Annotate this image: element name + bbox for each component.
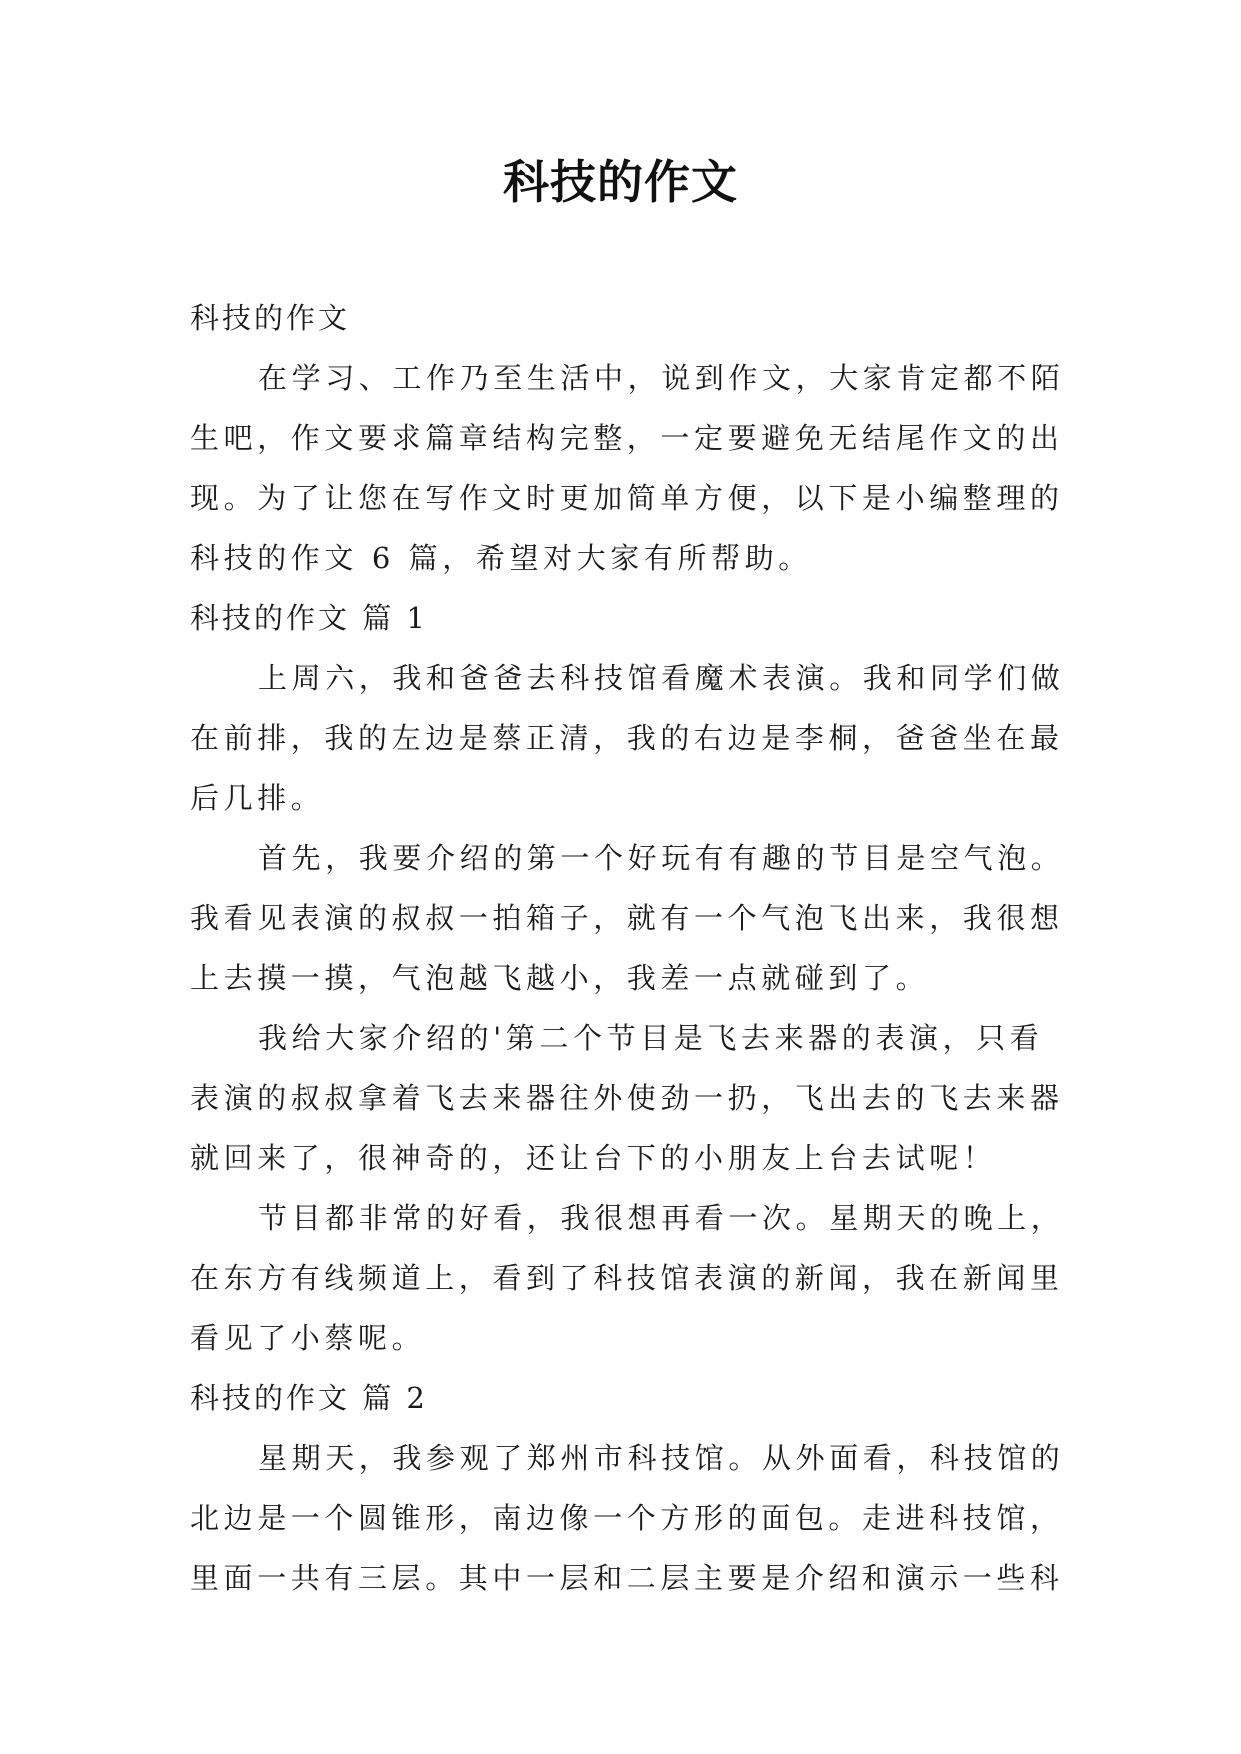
paragraph-line: 在东方有线频道上，看到了科技馆表演的新闻，我在新闻里 [190,1261,1064,1295]
paragraph-line: 表演的叔叔拿着飞去来器往外使劲一扔，飞出去的飞去来器 [190,1081,1064,1115]
paragraph-line: 在学习、工作乃至生活中，说到作文，大家肯定都不陌 [258,361,1065,395]
paragraph-line: 在前排，我的左边是蔡正清，我的右边是李桐，爸爸坐在最 [190,721,1064,755]
paragraph-line: 就回来了，很神奇的，还让台下的小朋友上台去试呢！ [190,1141,997,1175]
section-heading: 科技的作文 篇 1 [190,601,428,635]
section-heading: 科技的作文 篇 2 [190,1381,428,1415]
paragraph-line: 上去摸一摸，气泡越飞越小，我差一点就碰到了。 [190,961,930,995]
paragraph-line: 星期天，我参观了郑州市科技馆。从外面看，科技馆的 [258,1441,1065,1475]
paragraph-line: 里面一共有三层。其中一层和二层主要是介绍和演示一些科 [190,1561,1064,1595]
document-title: 科技的作文 [503,155,738,209]
paragraph-line: 节目都非常的好看，我很想再看一次。星期天的晚上， [258,1201,1065,1235]
paragraph-line: 后几排。 [190,781,325,815]
paragraph-line: 我给大家介绍的'第二个节目是飞去来器的表演，只看 [258,1021,1044,1055]
paragraph-line: 我看见表演的叔叔一拍箱子，就有一个气泡飞出来，我很想 [190,901,1064,935]
paragraph-line: 生吧，作文要求篇章结构完整，一定要避免无结尾作文的出 [190,421,1064,455]
document-body [190,288,1065,1608]
paragraph-line: 上周六，我和爸爸去科技馆看魔术表演。我和同学们做 [258,661,1065,695]
paragraph-line: 首先，我要介绍的第一个好玩有有趣的节目是空气泡。 [258,841,1065,875]
paragraph-line: 科技的作文 6 篇，希望对大家有所帮助。 [190,541,812,575]
paragraph-line: 看见了小蔡呢。 [190,1321,426,1355]
paragraph-line: 北边是一个圆锥形，南边像一个方形的面包。走进科技馆， [190,1501,1064,1535]
paragraph-line: 现。为了让您在写作文时更加简单方便，以下是小编整理的 [190,481,1064,515]
section-heading: 科技的作文 [190,301,351,335]
